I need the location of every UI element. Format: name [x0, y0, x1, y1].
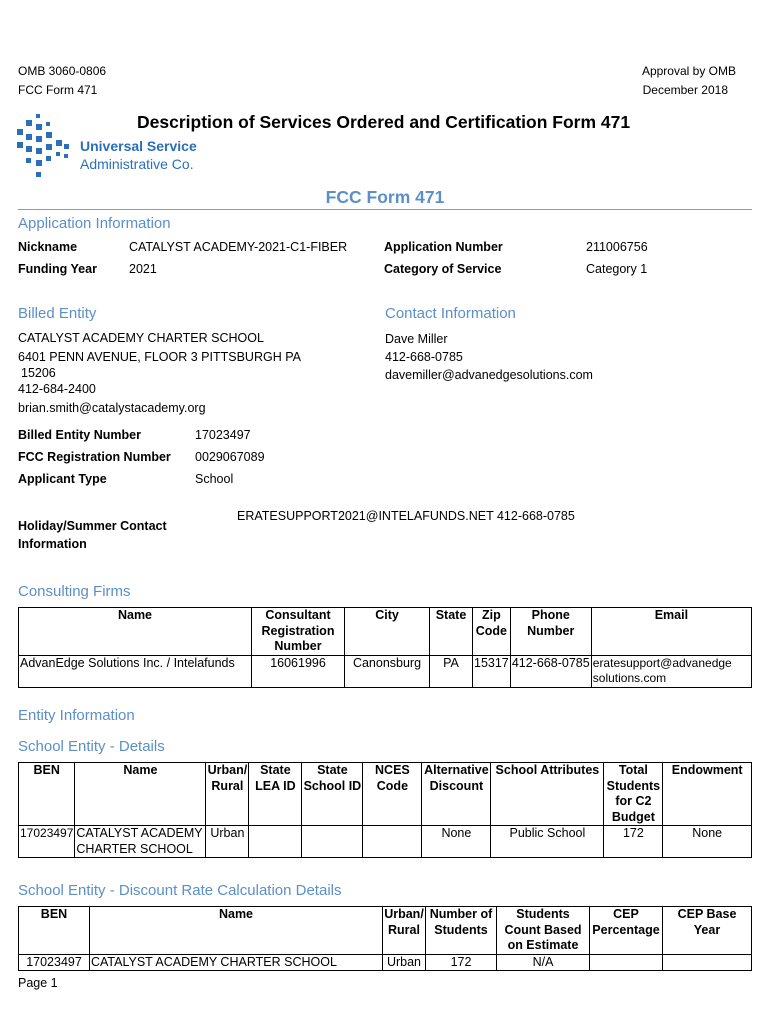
omb-number: OMB 3060-0806	[18, 64, 107, 78]
usac-logo	[16, 114, 216, 184]
school-details-heading: School Entity - Details	[18, 738, 165, 755]
col-ben: BEN	[19, 907, 90, 955]
omb-approval: Approval by OMB	[641, 64, 736, 78]
firm-email: eratesupport@advanedge solutions.com	[591, 655, 751, 687]
billed-entity-number-value: 17023497	[195, 428, 251, 442]
billed-phone: 412-684-2400	[18, 382, 96, 396]
application-number-value: 211006756	[586, 240, 648, 254]
page-title: Description of Services Ordered and Certification Form 471	[137, 112, 631, 132]
firm-city: Canonsburg	[345, 655, 430, 687]
table-row	[19, 655, 752, 687]
applicant-type-value: School	[195, 472, 234, 486]
table-header-row	[19, 763, 752, 826]
form-number: FCC Form 471	[18, 83, 98, 97]
category-label: Category of Service	[384, 262, 502, 276]
col-ben: BEN	[19, 763, 75, 826]
funding-year-value: 2021	[129, 262, 157, 276]
school-nces	[363, 826, 422, 858]
contact-info-heading: Contact Information	[385, 305, 516, 322]
col-alt-discount: Alternative Discount	[422, 763, 491, 826]
discount-ben: 17023497	[19, 954, 90, 971]
col-email: Email	[591, 608, 751, 656]
entity-info-heading: Entity Information	[18, 707, 135, 724]
col-total-students: Total Students for C2 Budget	[604, 763, 663, 826]
usac-logo-icon	[16, 114, 76, 184]
billed-entity-address	[18, 330, 301, 416]
col-num-students: Number of Students	[426, 907, 497, 955]
school-ben: 17023497	[19, 826, 75, 858]
fcc-registration-label: FCC Registration Number	[18, 450, 171, 464]
billed-entity-number-label: Billed Entity Number	[18, 428, 141, 442]
consulting-firms-heading: Consulting Firms	[18, 583, 131, 600]
holiday-contact-value: ERATESUPPORT2021@INTELAFUNDS.NET 412-668-0785	[237, 509, 575, 523]
page-number: Page 1	[18, 976, 58, 990]
holiday-label-line2: Information	[18, 537, 87, 551]
consulting-firms-table	[18, 607, 752, 688]
school-lea-id	[249, 826, 302, 858]
school-name: CATALYST ACADEMY CHARTER SCHOOL	[75, 826, 206, 858]
nickname-label: Nickname	[18, 240, 78, 254]
category-value: Category 1	[586, 262, 648, 276]
col-phone: Phone Number	[510, 608, 591, 656]
school-alt-discount: None	[422, 826, 491, 858]
holiday-label-line1: Holiday/Summer Contact	[18, 519, 167, 533]
col-zip: Zip Code	[473, 608, 511, 656]
col-estimate: Students Count Based on Estimate	[497, 907, 590, 955]
contact-email: davemiller@advanedgesolutions.com	[385, 368, 593, 382]
col-name: Name	[75, 763, 206, 826]
school-total-students: 172	[604, 826, 663, 858]
billed-address-line1: 6401 PENN AVENUE, FLOOR 3 PITTSBURGH PA	[18, 350, 301, 364]
school-details-table	[18, 762, 752, 858]
col-endowment: Endowment	[663, 763, 752, 826]
col-cep-base-year: CEP Base Year	[663, 907, 752, 955]
col-cep-percentage: CEP Percentage	[590, 907, 663, 955]
billed-email: brian.smith@catalystacademy.org	[18, 401, 206, 415]
discount-details-heading: School Entity - Discount Rate Calculation Details	[18, 882, 342, 899]
school-urban-rural: Urban	[206, 826, 249, 858]
fcc-registration-value: 0029067089	[195, 450, 265, 464]
school-endowment: None	[663, 826, 752, 858]
logo-line1: Universal Service	[80, 138, 197, 154]
discount-details-table	[18, 906, 752, 971]
col-name: Name	[19, 608, 252, 656]
firm-state: PA	[430, 655, 473, 687]
title-divider	[18, 209, 752, 210]
application-info-heading: Application Information	[18, 215, 171, 232]
form-subtitle: FCC Form 471	[325, 187, 445, 207]
discount-cep-percentage	[590, 954, 663, 971]
col-nces: NCES Code	[363, 763, 422, 826]
col-attributes: School Attributes	[491, 763, 604, 826]
applicant-type-label: Applicant Type	[18, 472, 107, 486]
col-state: State	[430, 608, 473, 656]
firm-registration: 16061996	[252, 655, 345, 687]
application-number-label: Application Number	[384, 240, 503, 254]
nickname-value: CATALYST ACADEMY-2021-C1-FIBER	[129, 240, 348, 254]
logo-line2: Administrative Co.	[80, 156, 194, 172]
table-header-row	[19, 608, 752, 656]
contact-name: Dave Miller	[385, 332, 448, 346]
billed-address-line2: 15206	[21, 366, 56, 380]
col-school-id: State School ID	[302, 763, 363, 826]
table-row	[19, 826, 752, 858]
contact-block	[385, 330, 593, 384]
col-registration: Consultant Registration Number	[252, 608, 345, 656]
funding-year-label: Funding Year	[18, 262, 97, 276]
contact-phone: 412-668-0785	[385, 350, 463, 364]
billed-entity-name: CATALYST ACADEMY CHARTER SCHOOL	[18, 331, 264, 345]
discount-estimate: N/A	[497, 954, 590, 971]
col-urban-rural: Urban/ Rural	[383, 907, 426, 955]
discount-num-students: 172	[426, 954, 497, 971]
col-city: City	[345, 608, 430, 656]
table-row	[19, 954, 752, 971]
school-attributes: Public School	[491, 826, 604, 858]
discount-name: CATALYST ACADEMY CHARTER SCHOOL	[90, 954, 383, 971]
col-name: Name	[90, 907, 383, 955]
table-header-row	[19, 907, 752, 955]
approval-date: December 2018	[642, 83, 728, 97]
holiday-contact-label	[18, 517, 167, 553]
billed-entity-heading: Billed Entity	[18, 305, 97, 322]
school-school-id	[302, 826, 363, 858]
discount-cep-base-year	[663, 954, 752, 971]
firm-zip: 15317	[473, 655, 511, 687]
firm-phone: 412-668-0785	[510, 655, 591, 687]
col-lea-id: State LEA ID	[249, 763, 302, 826]
discount-urban-rural: Urban	[383, 954, 426, 971]
col-urban-rural: Urban/ Rural	[206, 763, 249, 826]
firm-name: AdvanEdge Solutions Inc. / Intelafunds	[19, 655, 252, 687]
